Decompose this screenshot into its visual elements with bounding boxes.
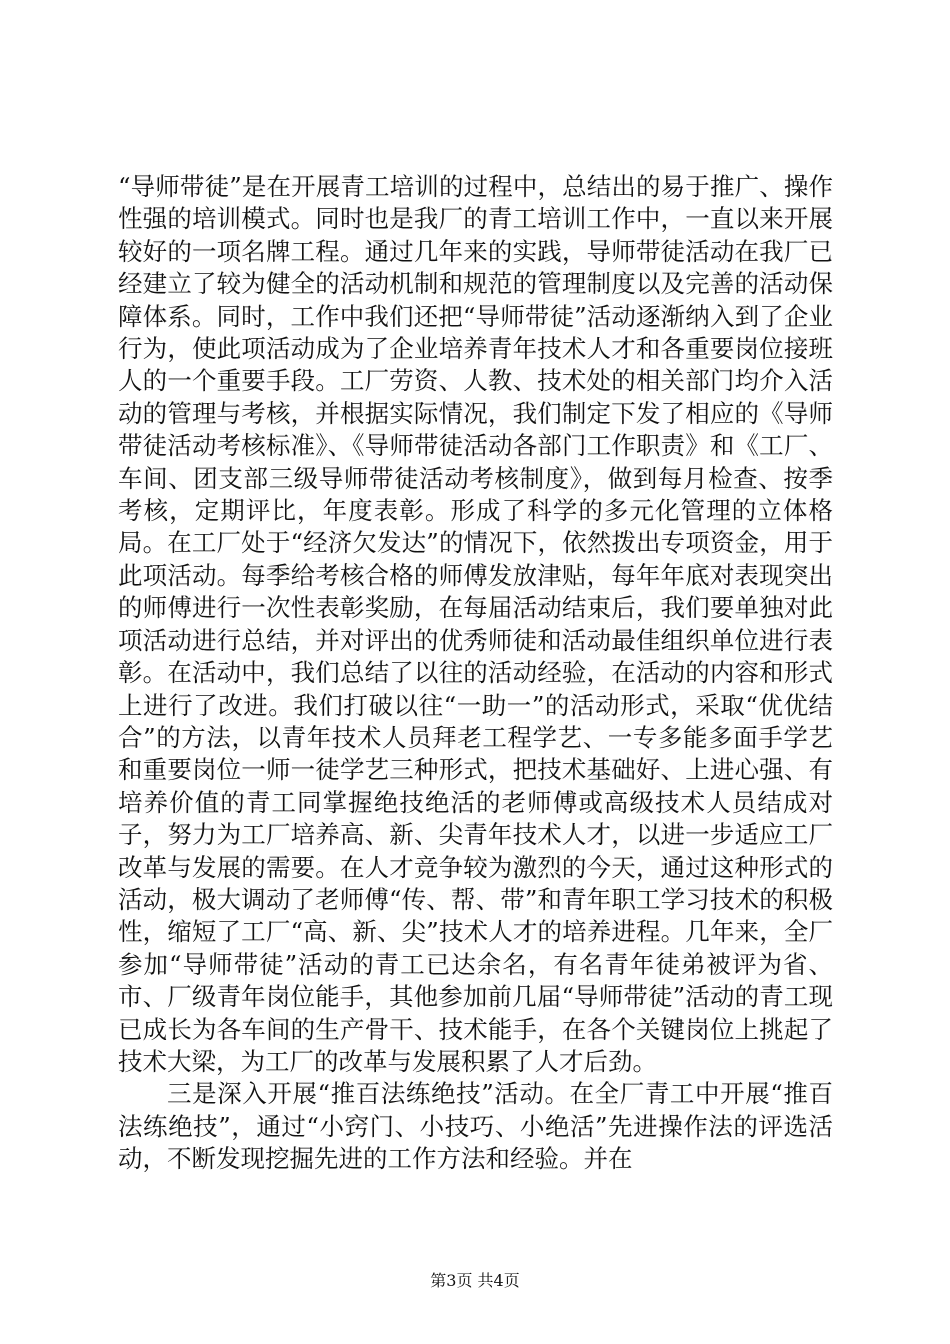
document-body [118, 171, 833, 1176]
paragraph-techniques: 三是深入开展“推百法练绝技”活动。在全厂青工中开展“推百法练绝技”，通过“小窍门、小技巧、小绝活”先进操作法的评选活动，不断发现挖掘先进的工作方法和经验。并在 [118, 1079, 833, 1174]
page-footer [0, 1271, 950, 1291]
page-number: 第3页 共4页 [430, 1271, 520, 1290]
paragraph-mentorship: “导师带徒”是在开展青工培训的过程中，总结出的易于推广、操作性强的培训模式。同时也是我厂的青工培训工作中，一直以来开展较好的一项名牌工程。通过几年来的实践，导师带徒活动在我厂已经建立了较为健全的活动机制和规范的管理制度以及完善的活动保障体系。同时，工作中我们还把“导师带徒”活动逐渐纳入到了企业行为，使此项活动成为了企业培养青年技术人才和各重要岗位接班人的一个重要手段。工厂劳资、人教、技术处的相关部门均介入活动的管理与考核，并根据实际情况，我们制定下发了相应的《导师带徒活动考核标准》、《导师带徒活动各部门工作职责》和《工厂、车间、团支部三级导师带徒活动考核制度》，做到每月检查、按季考核，定期评比，年度表彰。形成了科学的多元化管理的立体格局。在工厂处于“经济欠发达”的情况下，依然拨出专项资金，用于此项活动。每季给考核合格的师傅发放津贴，每年年底对表现突出的师傅进行一次性表彰奖励，在每届活动结束后，我们要单独对此项活动进行总结，并对评出的优秀师徒和活动最佳组织单位进行表彰。在活动中，我们总结了以往的活动经验，在活动的内容和形式上进行了改进。我们打破以往“一助一”的活动形式，采取“优优结合”的方法，以青年技术人员拜老工程学艺、一专多能多面手学艺和重要岗位一师一徒学艺三种形式，把技术基础好、上进心强、有培养价值的青工同掌握绝技绝活的老师傅或高级技术人员结成对子，努力为工厂培养高、新、尖青年技术人才，以进一步适应工厂改革与发展的需要。在人才竞争较为激烈的今天，通过这种形式的活动，极大调动了老师傅“传、帮、带”和青年职工学习技术的积极性，缩短了工厂“高、新、尖”技术人才的培养进程。几年来，全厂参加“导师带徒”活动的青工已达余名，有名青年徒弟被评为省、市、厂级青年岗位能手，其他参加前几届“导师带徒”活动的青工现已成长为各车间的生产骨干、技术能手，在各个关键岗位上挑起了技术大梁，为工厂的改革与发展积累了人才后劲。 [118, 172, 833, 1076]
